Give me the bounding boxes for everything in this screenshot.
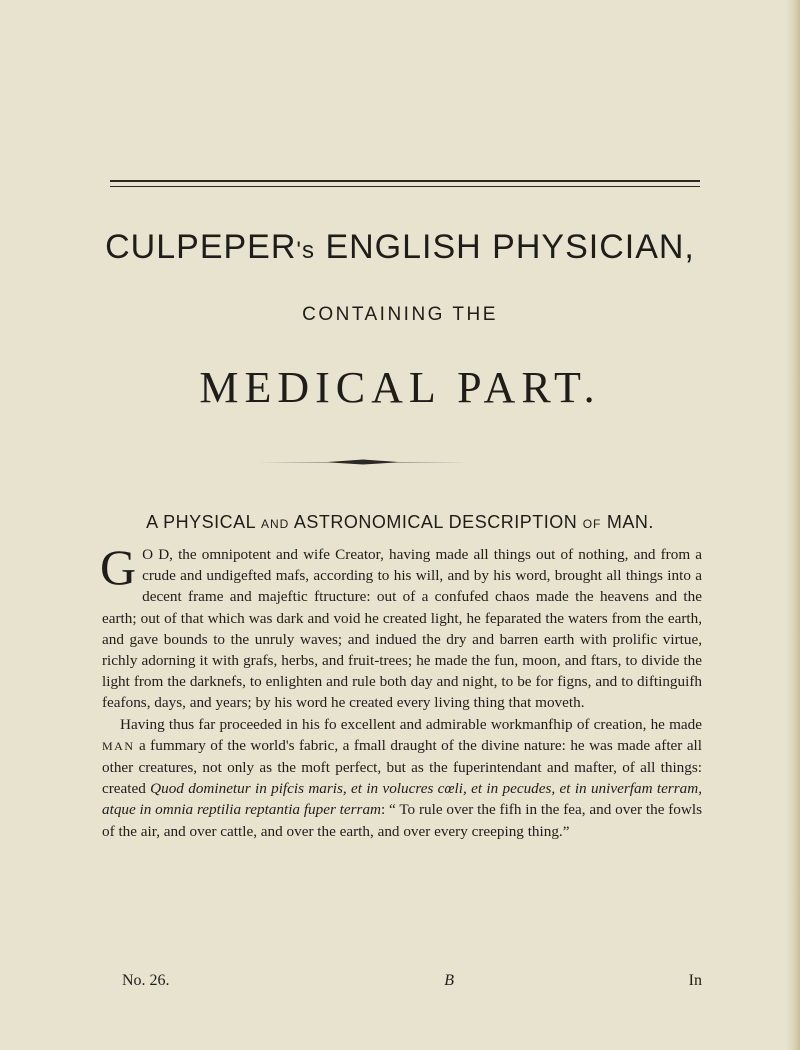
page-title <box>0 228 800 267</box>
section-heading-part: MAN. <box>601 512 654 532</box>
title-suffix: 's <box>296 237 315 264</box>
section-heading-of: OF <box>582 517 602 531</box>
catchword: In <box>688 972 702 989</box>
issue-number: No. 26. <box>122 972 170 989</box>
section-heading-and: AND <box>260 517 290 531</box>
paragraph-2-text: Having thus far proceeded in his fo excellent and admirable workmanfhip of creation, he made <box>120 715 702 733</box>
word-man-smallcaps: MAN <box>102 738 135 753</box>
paragraph-2-text: a fummary of the world's fabric, a fmall draught of the divine nature: he was made after all other creatures, not only as the moft perfect, but as the fuperintendant and mafter, of all things: created <box>102 736 702 798</box>
title-main: CULPEPER <box>105 228 297 266</box>
section-heading-part: A PHYSICAL <box>146 512 261 532</box>
latin-quotation: Quod dominetur in pifcis maris, et in volucres cœli, et in pecudes, et in univerfam terram, atque in omnia reptilia reptantia fuper terram <box>102 780 702 819</box>
top-double-rule <box>110 180 700 187</box>
drop-cap: G <box>100 539 137 595</box>
paragraph-2-text: : “ To rule over the fifh in the fea, and over the fowls of the air, and over cattle, and over the earth, and over every creeping thing.” <box>102 801 702 840</box>
section-heading <box>0 512 800 533</box>
paragraph-1-text: O D, the omnipotent and wife Creator, having made all things out of nothing, and from a crude and undigefted mafs, according to his will, and by his word, brought all things into a decent frame and majeftic ftructure: out of a confufed chaos made the heavens and the earth; out of that which was dark and void he created light, he feparated the waters from the earth, and gave bounds to the unruly waves; and indued the dry and barren earth with prolific virtue, richly adorning it with grafs, herbs, and fruit-trees; he made the fun, moon, and ftars, to divide the light from the darknefs, to enlighten and rule both day and night, to be for figns, and to diftinguifh feafons, days, and years; by his word he created every living thing that moveth. <box>102 546 702 712</box>
subtitle: CONTAINING THE <box>302 304 498 325</box>
paragraph-1 <box>100 539 702 714</box>
page-footer <box>122 972 702 990</box>
ornament-rule <box>258 459 468 465</box>
section-heading-part: ASTRONOMICAL DESCRIPTION <box>289 512 583 532</box>
big-title: MEDICAL PART. <box>199 363 601 412</box>
title-rest: ENGLISH PHYSICIAN, <box>315 228 695 266</box>
body-text <box>100 539 702 842</box>
paragraph-2 <box>102 714 702 842</box>
signature-mark: B <box>444 972 454 989</box>
